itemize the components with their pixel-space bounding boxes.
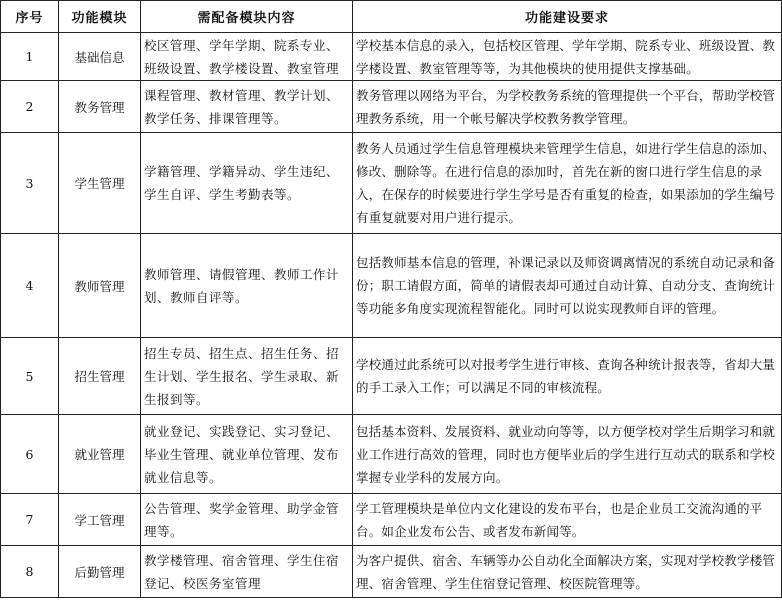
row-number: 8 [1, 546, 59, 598]
row-requirement: 为客户提供、宿舍、车辆等办公自动化全面解决方案，实现对学校教学楼管理、宿舍管理、学生住宿登记管理、校医院管理等。 [353, 546, 782, 598]
table-row [1, 234, 782, 338]
header-construction-requirements: 功能建设要求 [353, 1, 782, 33]
table-row [1, 338, 782, 415]
table-row [1, 415, 782, 494]
row-requirement: 学校通过此系统可以对报考学生进行审核、查询各种统计报表等，省却大量的手工录入工作；可以满足不同的审核流程。 [353, 338, 782, 415]
row-module-name: 学工管理 [59, 494, 141, 546]
header-function-module: 功能模块 [59, 1, 141, 33]
row-module-content: 教学楼管理、宿舍管理、学生住宿登记、校医务室管理 [141, 546, 353, 598]
table-row [1, 494, 782, 546]
row-module-name: 教师管理 [59, 234, 141, 338]
row-requirement: 教务管理以网络为平台，为学校教务系统的管理提供一个平台，帮助学校管理教务系统，用一个帐号解决学校教务教学管理。 [353, 81, 782, 133]
table-header-row [1, 1, 782, 33]
row-number: 7 [1, 494, 59, 546]
row-number: 2 [1, 81, 59, 133]
row-module-name: 教务管理 [59, 81, 141, 133]
row-requirement: 教务人员通过学生信息管理模块来管理学生信息，如进行学生信息的添加、修改、删除等。在进行信息的添加时，首先在新的窗口进行学生信息的录入，在保存的时候要进行学生学号是否有重复的检查，如果添加的学生编号有重复就要对用户进行提示。 [353, 133, 782, 234]
row-module-content: 招生专员、招生点、招生任务、招生计划、学生报名、学生录取、新生报到等。 [141, 338, 353, 415]
header-module-content: 需配备模块内容 [141, 1, 353, 33]
row-module-content: 就业登记、实践登记、实习登记、毕业生管理、就业单位管理、发布就业信息等。 [141, 415, 353, 494]
row-module-name: 学生管理 [59, 133, 141, 234]
row-number: 6 [1, 415, 59, 494]
row-requirement: 学工管理模块是单位内文化建设的发布平台，也是企业员工交流沟通的平台。如企业发布公告、或者发布新闻等。 [353, 494, 782, 546]
row-requirement: 学校基本信息的录入，包括校区管理、学年学期、院系专业、班级设置、教学楼设置、教室管理等等，为其他模块的使用提供支撑基础。 [353, 33, 782, 81]
row-module-name: 基础信息 [59, 33, 141, 81]
row-module-content: 公告管理、奖学金管理、助学金管理等。 [141, 494, 353, 546]
row-module-name: 就业管理 [59, 415, 141, 494]
row-number: 3 [1, 133, 59, 234]
row-module-content: 教师管理、请假管理、教师工作计划、教师自评等。 [141, 234, 353, 338]
row-number: 1 [1, 33, 59, 81]
header-serial-number: 序号 [1, 1, 59, 33]
row-module-content: 校区管理、学年学期、院系专业、班级设置、教学楼设置、教室管理 [141, 33, 353, 81]
row-requirement: 包括基本资料、发展资料、就业动向等等，以方便学校对学生后期学习和就业工作进行高效的管理，同时也方便毕业后的学生进行互动式的联系和学校掌握专业学科的发展方向。 [353, 415, 782, 494]
row-requirement: 包括教师基本信息的管理，补课记录以及师资调离情况的系统自动记录和备份；职工请假方面，简单的请假表却可通过自动计算、自动分支、查询统计等功能多角度实现流程智能化。同时可以说实现教师自评的管理。 [353, 234, 782, 338]
table-row [1, 546, 782, 598]
table-row [1, 33, 782, 81]
table-row [1, 81, 782, 133]
row-module-content: 课程管理、教材管理、教学计划、教学任务、排课管理等。 [141, 81, 353, 133]
row-module-name: 后勤管理 [59, 546, 141, 598]
row-number: 4 [1, 234, 59, 338]
row-module-name: 招生管理 [59, 338, 141, 415]
table-row [1, 133, 782, 234]
row-module-content: 学籍管理、学籍异动、学生违纪、学生自评、学生考勤表等。 [141, 133, 353, 234]
row-number: 5 [1, 338, 59, 415]
